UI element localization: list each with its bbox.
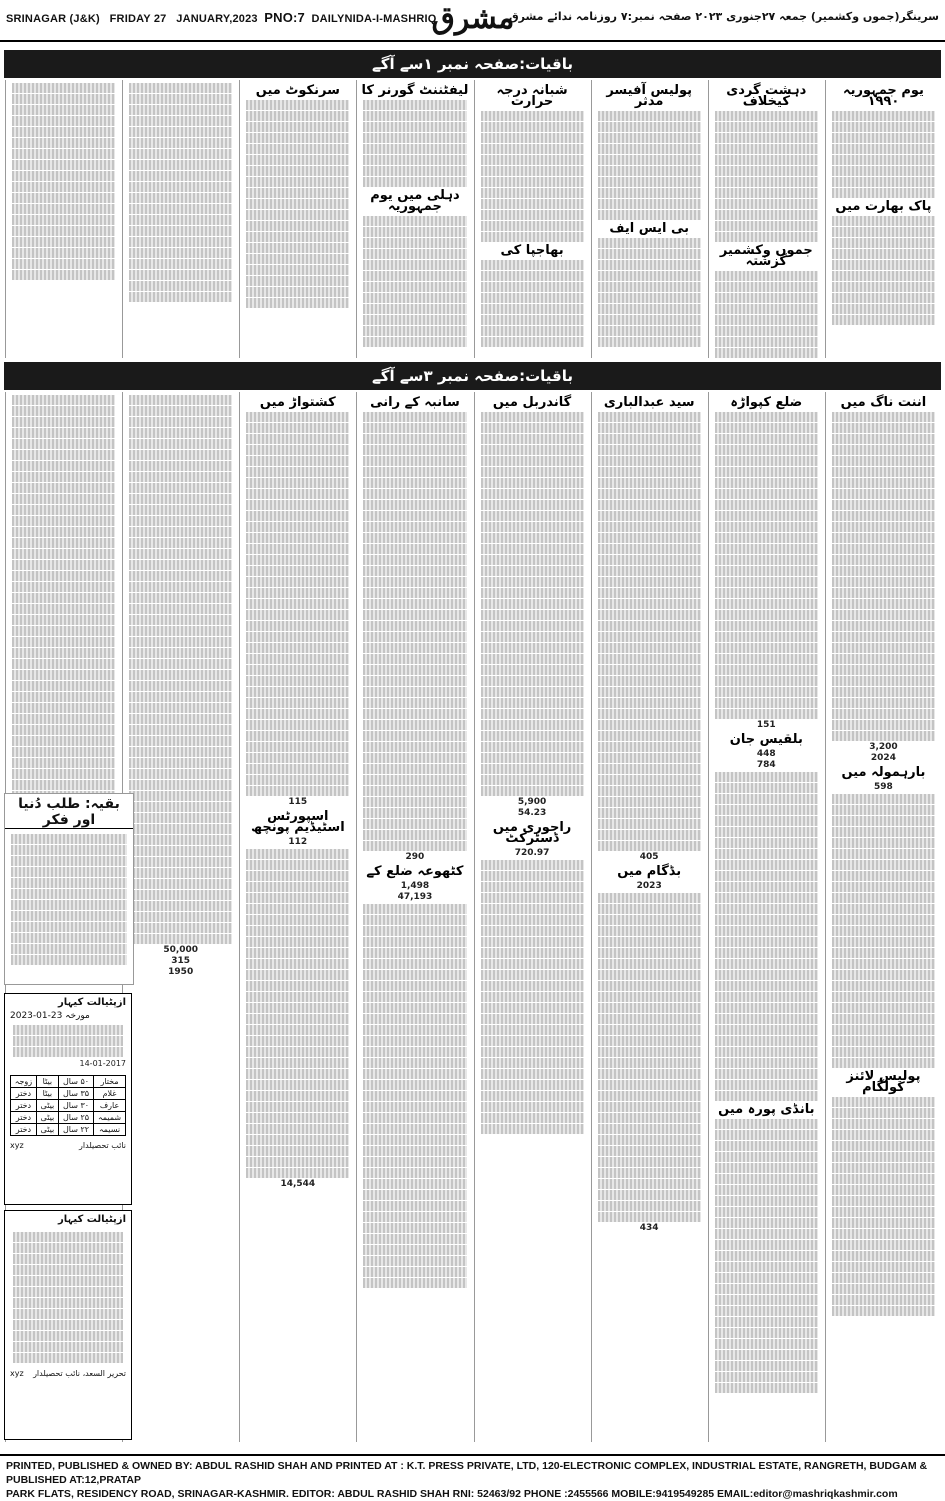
article-body — [712, 1119, 821, 1393]
column-body — [123, 392, 238, 980]
article-body — [829, 412, 938, 741]
page-number: PNO:7 — [264, 10, 305, 25]
article-body — [478, 860, 587, 1134]
article-body — [595, 111, 704, 220]
column-body — [826, 80, 941, 328]
article-body — [360, 904, 469, 1288]
article-headline: ضلع کپواڑہ — [730, 395, 803, 410]
notice-table-cell: عارف — [94, 1100, 126, 1112]
figure-mention: 2023 — [636, 881, 662, 891]
article-body — [829, 794, 938, 1068]
article-body — [595, 893, 704, 1222]
news-column — [591, 80, 707, 358]
article-headline: پاک بھارت میں — [835, 199, 932, 214]
notice-table-row — [11, 1112, 126, 1124]
notice1-body — [5, 1021, 131, 1072]
paper-name: DAILYNIDA-I-MASHRIQ — [311, 13, 437, 25]
article-body — [478, 412, 587, 796]
article-headline: لیفٹننٹ گورنر کا — [361, 83, 469, 98]
notice-table-cell: دختر — [11, 1088, 37, 1100]
notice1-signature — [5, 1139, 131, 1152]
talab-title: بقیہ: طلب دُنیا اور فکر — [5, 796, 133, 829]
column-body — [475, 80, 590, 350]
figure-mention: 598 — [874, 782, 893, 792]
article-body — [829, 111, 938, 198]
figure-mention: 405 — [639, 852, 659, 862]
notice-table-cell: ۳۵ سال — [58, 1088, 93, 1100]
notice-table-row — [11, 1076, 126, 1088]
column-body — [592, 392, 707, 1236]
news-column — [122, 80, 238, 358]
news-column — [825, 392, 941, 1442]
article-body — [243, 199, 352, 308]
article-headline: سید عبدالباری — [603, 395, 695, 410]
article-body — [595, 238, 704, 347]
figure-mention: 47,193 — [397, 892, 433, 902]
article-body — [243, 100, 352, 198]
notice-table-cell: دختر — [11, 1124, 37, 1136]
figure-mention: 151 — [756, 720, 776, 730]
talab-column — [4, 793, 134, 985]
notice1-table — [10, 1075, 126, 1136]
figure-mention: 1950 — [168, 967, 194, 977]
column-body — [6, 80, 121, 283]
article-body — [126, 395, 235, 724]
section-continuations-page1 — [4, 80, 941, 358]
notice2-body — [5, 1228, 131, 1367]
article-body — [478, 260, 587, 347]
article-body — [595, 412, 704, 851]
news-column — [591, 392, 707, 1442]
notice-table-cell: غلام — [94, 1088, 126, 1100]
article-body — [360, 216, 469, 347]
figure-mention: 290 — [405, 852, 425, 862]
column-body — [826, 392, 941, 1319]
column-body — [357, 80, 472, 350]
figure-mention: 3,200 — [869, 742, 898, 752]
notice-table-cell: مختار — [94, 1076, 126, 1088]
notice-table-cell: ۳۰ سال — [58, 1100, 93, 1112]
notice1-sign-right: نائب تحصیلدار — [79, 1141, 126, 1150]
news-column — [356, 80, 472, 358]
notice1-title: ازپٹیالت کیہار — [58, 997, 126, 1008]
notice-table-cell: بیٹی — [36, 1112, 58, 1124]
imprint-line-1: PRINTED, PUBLISHED & OWNED BY: ABDUL RASHID SHAH AND PRINTED AT : K.T. PRESS PRIVATE, LTD, 120-ELECTRONIC COMPLEX, INDUSTRIAL ESTATE, RANGRETH, BUDGAM & PUBLISHED AT:12,PRATAP — [6, 1460, 928, 1486]
continuation-banner-page3: باقیات:صفحہ نمبر ۳سے آگے — [4, 362, 941, 390]
article-headline: کشتواڑ میں — [259, 395, 336, 410]
notice-table-cell: بیٹا — [36, 1076, 58, 1088]
figure-mention: 112 — [288, 837, 308, 847]
news-column — [239, 392, 355, 1442]
notice-table-cell: ۲۲ سال — [58, 1124, 93, 1136]
column-body — [592, 80, 707, 350]
notice2-sign-left: xyz — [10, 1369, 24, 1378]
section-continuations-page3 — [4, 392, 941, 1442]
masthead-dateline — [6, 10, 437, 25]
article-body — [243, 849, 352, 1178]
column-body — [240, 392, 355, 1192]
notice-table-row — [11, 1100, 126, 1112]
article-body — [360, 100, 469, 187]
legal-notice-2 — [4, 1210, 132, 1440]
city: SRINAGAR (J&K) — [6, 13, 100, 25]
news-column — [825, 80, 941, 358]
notice-table-cell: بیٹی — [36, 1124, 58, 1136]
article-body — [360, 412, 469, 851]
notice-table-cell: دختر — [11, 1112, 37, 1124]
article-headline: پولیس لائنز کولگام — [846, 1069, 921, 1095]
article-headline: بڈگام میں — [617, 864, 682, 879]
continuation-banner-page1: باقیات:صفحہ نمبر ۱سے آگے — [4, 50, 941, 78]
figure-mention: 50,000 — [163, 945, 199, 955]
notice-table-cell: بیٹا — [36, 1088, 58, 1100]
article-headline: راجوری میں ڈسٹرکٹ — [492, 820, 572, 846]
news-column — [356, 392, 472, 1442]
notice2-signature — [5, 1367, 131, 1380]
news-column — [5, 80, 121, 358]
figure-mention: 1,498 — [400, 881, 430, 891]
article-headline: یوم جمہوریہ ۱۹۹۰ — [842, 83, 924, 109]
figure-mention: 14,544 — [280, 1179, 316, 1189]
news-column — [708, 392, 824, 1442]
figure-mention: 784 — [756, 760, 776, 770]
notice1-sign-left: xyz — [10, 1141, 24, 1150]
imprint-footer — [0, 1454, 945, 1500]
article-body — [126, 83, 235, 192]
notice2-title: ازپٹیالت کیہار — [58, 1214, 126, 1225]
figure-mention: 315 — [171, 956, 191, 966]
notice1-date: مورخہ 23-01-2023 — [10, 1011, 90, 1021]
news-column — [239, 80, 355, 358]
article-body — [126, 193, 235, 302]
column-body — [709, 80, 824, 358]
article-body — [9, 395, 118, 669]
article-body — [712, 271, 821, 358]
notice-table-row — [11, 1088, 126, 1100]
figure-mention: 54.23 — [517, 808, 547, 818]
talab-body — [5, 831, 133, 968]
notice-table-cell: بیٹی — [36, 1100, 58, 1112]
article-headline: بانڈی پورہ میں — [718, 1102, 815, 1117]
notice-table-cell: ۵۰ سال — [58, 1076, 93, 1088]
article-headline: شبانہ درجہ حرارت — [496, 83, 568, 109]
figure-mention: 720.97 — [514, 848, 550, 858]
article-headline: گاندربل میں — [492, 395, 572, 410]
figure-mention: 448 — [756, 749, 776, 759]
article-body — [478, 111, 587, 242]
article-body — [243, 412, 352, 796]
article-body — [829, 1097, 938, 1316]
urdu-dateline: سرینگر(جموں وکشمیر) جمعہ ۲۷جنوری ۲۰۲۳ صفحہ نمبر:۷ روزنامہ ندائے مشرق — [508, 10, 939, 23]
article-headline: بارہمولہ میں — [841, 765, 926, 780]
article-headline: سانبہ کے رانی — [370, 395, 460, 410]
article-body — [126, 725, 235, 944]
article-headline: پولیس آفیسر مدثر — [606, 83, 693, 109]
column-body — [240, 80, 355, 311]
notice-table-cell: دختر — [11, 1100, 37, 1112]
imprint-line-2: PARK FLATS, RESIDENCY ROAD, SRINAGAR-KASHMIR. EDITOR: ABDUL RASHID SHAH RNI: 52463/92 PHONE :2455566 MOBILE:9419549285 EMAIL:editor@mashriqkashmir.com — [6, 1488, 898, 1500]
notice-table-cell: ۲۵ سال — [58, 1112, 93, 1124]
article-headline: سرنکوٹ میں — [255, 83, 340, 98]
newspaper-logo: مشرق — [431, 1, 515, 36]
day: FRIDAY 27 — [109, 13, 167, 25]
figure-mention: 2024 — [870, 753, 896, 763]
article-body — [9, 171, 118, 280]
legal-notice-1 — [4, 993, 132, 1205]
notice1-date2: 14-01-2017 — [79, 1059, 126, 1068]
column-body — [475, 392, 590, 1137]
column-body — [709, 392, 824, 1396]
notice-table-cell: شمیمہ — [94, 1112, 126, 1124]
news-column — [708, 80, 824, 358]
article-headline: دہشت گردی کیخلاف — [726, 83, 807, 109]
article-body — [712, 412, 821, 719]
article-headline: جموں وکشمیر گزشتہ — [719, 243, 813, 269]
date: JANUARY,2023 — [176, 13, 258, 25]
figure-mention: 5,900 — [517, 797, 547, 807]
article-body — [712, 772, 821, 1101]
notice-table-row — [11, 1124, 126, 1136]
news-column — [474, 80, 590, 358]
notice-table-cell: نسیمہ — [94, 1124, 126, 1136]
article-body — [829, 216, 938, 325]
figure-mention: 115 — [288, 797, 308, 807]
article-body — [712, 111, 821, 242]
notice-table-cell: زوجہ — [11, 1076, 37, 1088]
article-headline: اسپورٹس اسٹیڈیم پونچھ — [250, 809, 345, 835]
figure-mention: 434 — [639, 1223, 659, 1233]
masthead — [0, 0, 945, 42]
article-headline: بلقیس جان — [729, 732, 803, 747]
article-headline: اننت ناگ میں — [840, 395, 927, 410]
column-body — [123, 80, 238, 305]
article-headline: بھاجپا کی — [500, 243, 564, 258]
article-headline: کٹھوعہ ضلع کے — [366, 864, 464, 879]
notice2-sign-right: تحریر السعد، نائب تحصیلدار — [33, 1369, 126, 1378]
article-headline: دہلی میں یوم جمہوریہ — [370, 188, 460, 214]
article-body — [9, 83, 118, 170]
news-column — [474, 392, 590, 1442]
article-headline: بی ایس ایف — [609, 221, 689, 236]
news-column — [122, 392, 238, 1442]
column-body — [357, 392, 472, 1291]
